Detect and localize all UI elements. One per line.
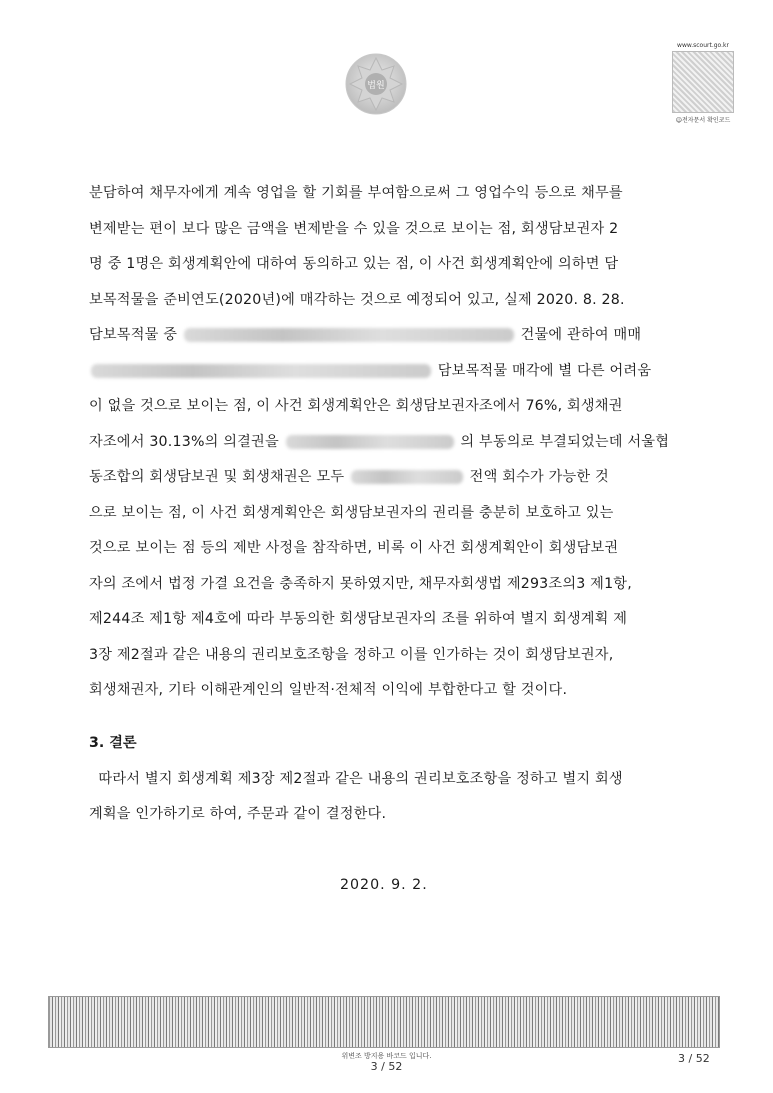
page-number-center: 3 / 52 [370,1060,403,1073]
page-number-right: 3 / 52 [678,1052,710,1065]
decision-date: 2020. 9. 2. [340,877,428,893]
document-body [89,176,689,709]
text-line: 계획을 인가하기로 하여, 주문과 같이 결정한다. [89,806,387,822]
text-line [89,318,689,354]
text-line: 명 중 1명은 회생계획안에 대하여 동의하고 있는 점, 이 사건 회생계획안에 의하면 담 [89,256,619,272]
redacted-text [184,328,514,342]
text-line: 분담하여 채무자에게 계속 영업을 할 기회를 부여함으로써 그 영업수익 등으로 채무를 [89,185,623,201]
redacted-text [351,470,463,484]
section-heading: 3. 결론 [89,735,137,751]
text-segment: 담보목적물 매각에 별 다른 어려움 [437,362,652,379]
text-segment: 자조에서 30.13%의 의결권을 [89,433,279,450]
verification-caption: ☺전자문서 확인코드 [675,117,731,124]
text-segment: 담보목적물 중 [89,327,178,343]
text-segment: 동조합의 회생담보권 및 회생채권은 모두 [89,469,345,485]
anti-forgery-barcode [48,996,720,1048]
text-line: 제244조 제1항 제4호에 따라 부동의한 회생담보권자의 조를 위하여 별지 회생계획 제 [89,611,628,627]
text-line: 으로 보이는 점, 이 사건 회생계획안은 회생담보권자의 권리를 충분히 보호하고 있는 [89,504,614,521]
text-line: 회생채권자, 기타 이해관계인의 일반적·전체적 이익에 부합한다고 할 것이다. [89,682,568,698]
text-line [89,425,689,461]
text-segment: 전액 회수가 가능한 것 [469,469,609,485]
qr-code-image [672,51,734,113]
text-line: 것으로 보이는 점 등의 제반 사정을 참작하면, 비록 이 사건 회생계획안이 회생담보권 [89,540,619,556]
emblem-text: 법원 [367,81,385,91]
conclusion-paragraph [89,762,699,832]
text-line: 변제받는 편이 보다 많은 금액을 변제받을 수 있을 것으로 보이는 점, 회생담보권자 2 [89,220,619,237]
barcode-note: 위변조 방지용 바코드 입니다. [341,1052,432,1060]
court-emblem [344,52,408,116]
redacted-text [286,435,454,449]
text-line: 3장 제2절과 같은 내용의 권리보호조항을 정하고 이를 인가하는 것이 회생담보권자, [89,646,614,663]
text-line [89,460,689,496]
text-line: 자의 조에서 법정 가결 요건을 충족하지 못하였지만, 채무자회생법 제293조의3 제1항, [89,575,632,592]
verification-url: www.scourt.go.kr [677,42,729,49]
text-line: 이 없을 것으로 보이는 점, 이 사건 회생계획안은 회생담보권자조에서 76%, 회생채권 [89,398,623,414]
text-line [89,354,689,390]
text-line: 보목적물을 준비연도(2020년)에 매각하는 것으로 예정되어 있고, 실제 2020. 8. 28. [89,291,625,308]
verification-code [672,42,734,124]
text-line: 따라서 별지 회생계획 제3장 제2절과 같은 내용의 권리보호조항을 정하고 별지 회생 [89,771,623,787]
redacted-text [91,364,431,378]
text-segment: 의 부동의로 부결되었는데 서울협 [460,433,670,450]
text-segment: 건물에 관하여 매매 [520,327,642,343]
